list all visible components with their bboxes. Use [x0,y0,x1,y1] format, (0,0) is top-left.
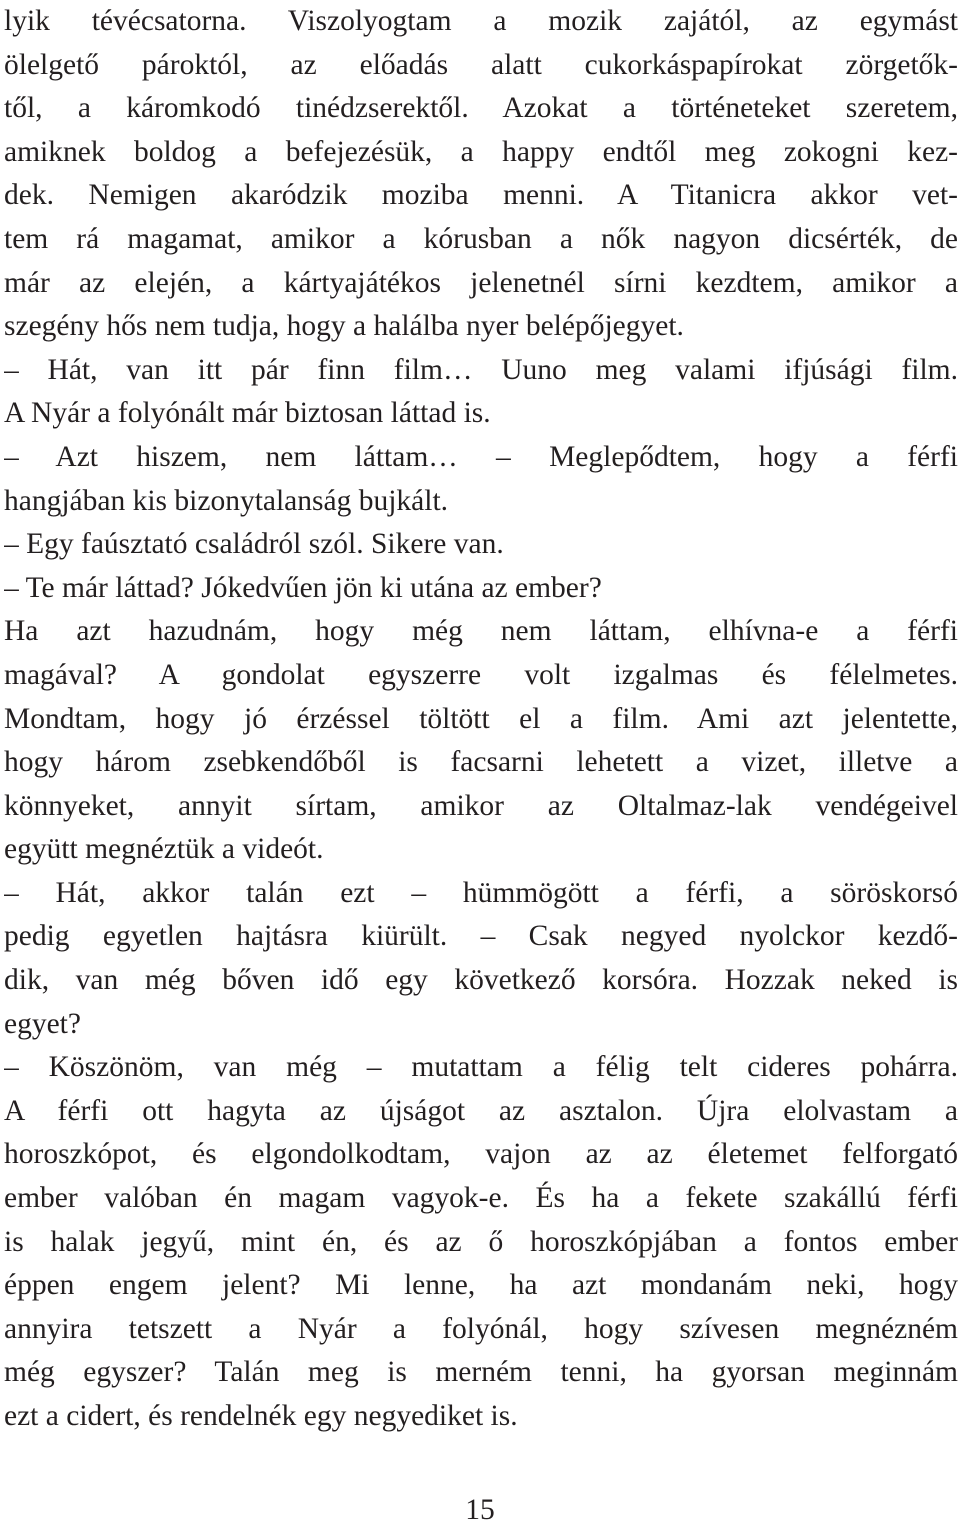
text-line: A férfi ott hagyta az újságot az asztalon. Újra elolvastam a [4,1094,958,1127]
text-line: tem rá magamat, amikor a kórusban a nők nagyon dicsérték, de [4,222,958,255]
text-line: szegény hős nem tudja, hogy a halálba nyer belépőjegyet. [4,310,684,343]
text-line: amiknek boldog a befejezésük, a happy endtől meg zokogni kez- [4,135,958,168]
text-line: magával? A gondolat egyszerre volt izgalmas és félelmetes. [4,658,958,691]
text-line: még egyszer? Talán meg is merném tenni, ha gyorsan meginnám [4,1356,958,1389]
text-line: – Köszönöm, van még – mutattam a félig telt cideres pohárra. [4,1051,958,1084]
text-line: ölelgető pároktól, az előadás alatt cukorkáspapírokat zörgetők- [4,48,958,81]
text-line: horoszkópot, és elgondolkodtam, vajon az az életemet felforgató [4,1138,958,1171]
text-line: ezt a cidert, és rendelnék egy negyediket is. [4,1400,518,1432]
text-line: könnyeket, annyit sírtam, amikor az Oltalmaz-lak vendégeivel [4,789,958,822]
text-line: Mondtam, hogy jó érzéssel töltött el a film. Ami azt jelentette, [4,702,958,735]
text-line: – Egy faúsztató családról szól. Sikere van. [4,528,504,561]
text-line: hangjában kis bizonytalanság bujkált. [4,484,449,517]
text-line: együtt megnéztük a videót. [4,833,324,866]
text-line: hogy három zsebkendőből is facsarni lehetett a vizet, illetve a [4,746,958,779]
text-line: – Hát, van itt pár finn film… Uuno meg valami ifjúsági film. [4,353,958,386]
text-line: annyira tetszett a Nyár a folyónál, hogy szívesen megnézném [4,1312,958,1345]
text-line: is halak jegyű, mint én, és az ő horoszkópjában a fontos ember [4,1225,958,1258]
text-line: ember valóban én magam vagyok-e. És ha a fekete szakállú férfi [4,1182,958,1215]
text-line: lyik tévécsatorna. Viszolyogtam a mozik zajától, az egymást [4,5,958,37]
text-line: – Azt hiszem, nem láttam… – Meglepődtem, hogy a férfi [4,440,958,473]
page-number: 15 [465,1494,495,1526]
book-page-text [4,0,958,1439]
text-line: éppen engem jelent? Mi lenne, ha azt mondanám neki, hogy [4,1269,958,1302]
text-line: Ha azt hazudnám, hogy még nem láttam, elhívna-e a férfi [4,615,958,648]
text-line: egyet? [4,1007,81,1040]
text-line: – Te már láttad? Jókedvűen jön ki utána az ember? [4,571,602,604]
text-line: A Nyár a folyónált már biztosan láttad is. [4,397,491,430]
text-line: már az elején, a kártyajátékos jelenetnél sírni kezdtem, amikor a [4,266,958,299]
text-line: dek. Nemigen akaródzik moziba menni. A Titanicra akkor vet- [4,179,958,212]
text-line: től, a káromkodó tinédzserektől. Azokat a történeteket szeretem, [4,92,958,125]
text-line: dik, van még bőven idő egy következő korsóra. Hozzak neked is [4,964,958,997]
text-line: pedig egyetlen hajtásra kiürült. – Csak negyed nyolckor kezdő- [4,920,958,953]
text-line: – Hát, akkor talán ezt – hümmögött a férfi, a söröskorsó [4,876,958,909]
